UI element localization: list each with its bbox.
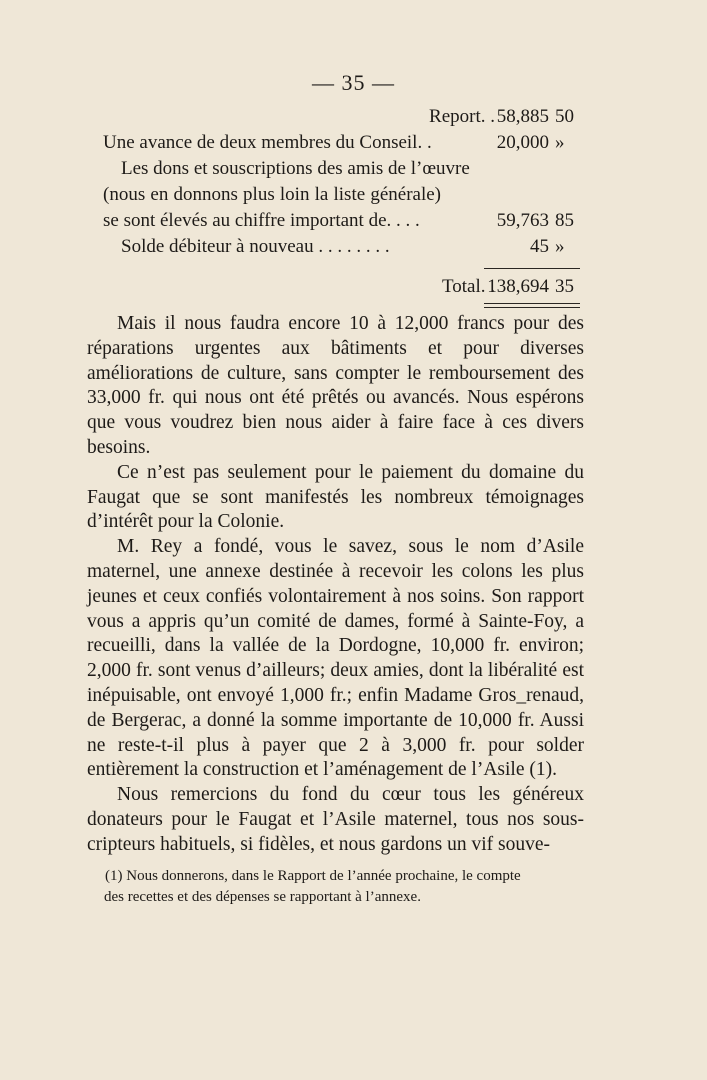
ledger-label: Une avance de deux membres du Conseil. . — [103, 132, 432, 153]
accounts-ledger — [103, 104, 583, 300]
paragraph: Mais il nous faudra encore 10 à 12,000 francs pour des réparations urgentes aux bâtiments et pour diverses améliorations de culture, sans compter le remboursement des 33,000 fr. qui nous ont été prêtés ou avancés. Nous espérons que vous voudrez bien nous aider à faire face à ces divers besoins. — [87, 313, 584, 458]
ledger-label: Report. . — [429, 106, 495, 127]
ledger-row-dons-2 — [103, 182, 583, 208]
ledger-amount: 20,000 — [496, 132, 549, 153]
total-double-rule — [484, 303, 580, 308]
ledger-row-avance — [103, 130, 583, 156]
ledger-label: Solde débiteur à nouveau . . . . . . . . — [121, 236, 390, 257]
page-number: — 35 — — [312, 70, 395, 95]
body-text — [87, 312, 584, 858]
ledger-amount: 58,885 — [496, 106, 549, 127]
ledger-cents: » — [555, 236, 565, 257]
ledger-label: se sont élevés au chiffre important de. . . . — [103, 210, 420, 231]
subtotal-rule — [484, 268, 580, 269]
ledger-label: (nous en donnons plus loin la liste générale) — [103, 184, 441, 205]
paragraph: Ce n’est pas seulement pour le paiement du domaine du Faugat que se sont manifestés les nombreux témoignages d’intérêt pour la Colonie. — [87, 461, 584, 533]
ledger-row-dons-3 — [103, 208, 583, 234]
footnote-line: des recettes et des dépenses se rapportant à l’annexe. — [104, 889, 421, 905]
ledger-row-dons-1 — [103, 156, 583, 182]
ledger-label: Total. . — [441, 276, 495, 297]
ledger-amount: 138,694 — [487, 276, 549, 297]
ledger-amount: 59,763 — [496, 210, 549, 231]
ledger-row-solde — [103, 234, 583, 260]
paragraph: Nous remercions du fond du cœur tous les généreux donateurs pour le Faugat et l’Asile maternel, tous nos sous-cripteurs habituels, si fidèles, et nous gardons un vif souve- — [87, 784, 584, 855]
paragraph: M. Rey a fondé, vous le savez, sous le nom d’Asile maternel, une annexe destinée à recevoir les colons les plus jeunes et ceux confiés volontairement à nos soins. Son rapport vous a appris qu’un comité de dames, formé à Sainte-Foy, a recueilli, dans la vallée de la Dordogne, 10,000 fr. environ; 2,000 fr. sont venus d’ailleurs; deux amies, dont la libéralité est inépuisable, ont envoyé 1,000 fr.; enfin Madame Gros_renaud, de Bergerac, a donné la somme importante de 10,000 fr. Aussi ne reste-t-il plus à payer que 2 à 3,000 fr. pour solder entièrement la construction et l’aménagement de l’Asile (1). — [87, 536, 584, 781]
ledger-row-report — [103, 104, 583, 130]
ledger-cents: » — [555, 132, 565, 153]
ledger-cents: 35 — [555, 276, 574, 297]
ledger-cents: 85 — [555, 210, 574, 231]
ledger-cents: 50 — [555, 106, 574, 127]
ledger-label: Les dons et souscriptions des amis de l’œuvre — [121, 158, 470, 179]
footnote-line: (1) Nous donnerons, dans le Rapport de l’année prochaine, le compte — [105, 868, 521, 884]
footnote — [105, 866, 585, 908]
ledger-row-total — [103, 274, 583, 300]
ledger-amount: 45 — [530, 236, 549, 257]
